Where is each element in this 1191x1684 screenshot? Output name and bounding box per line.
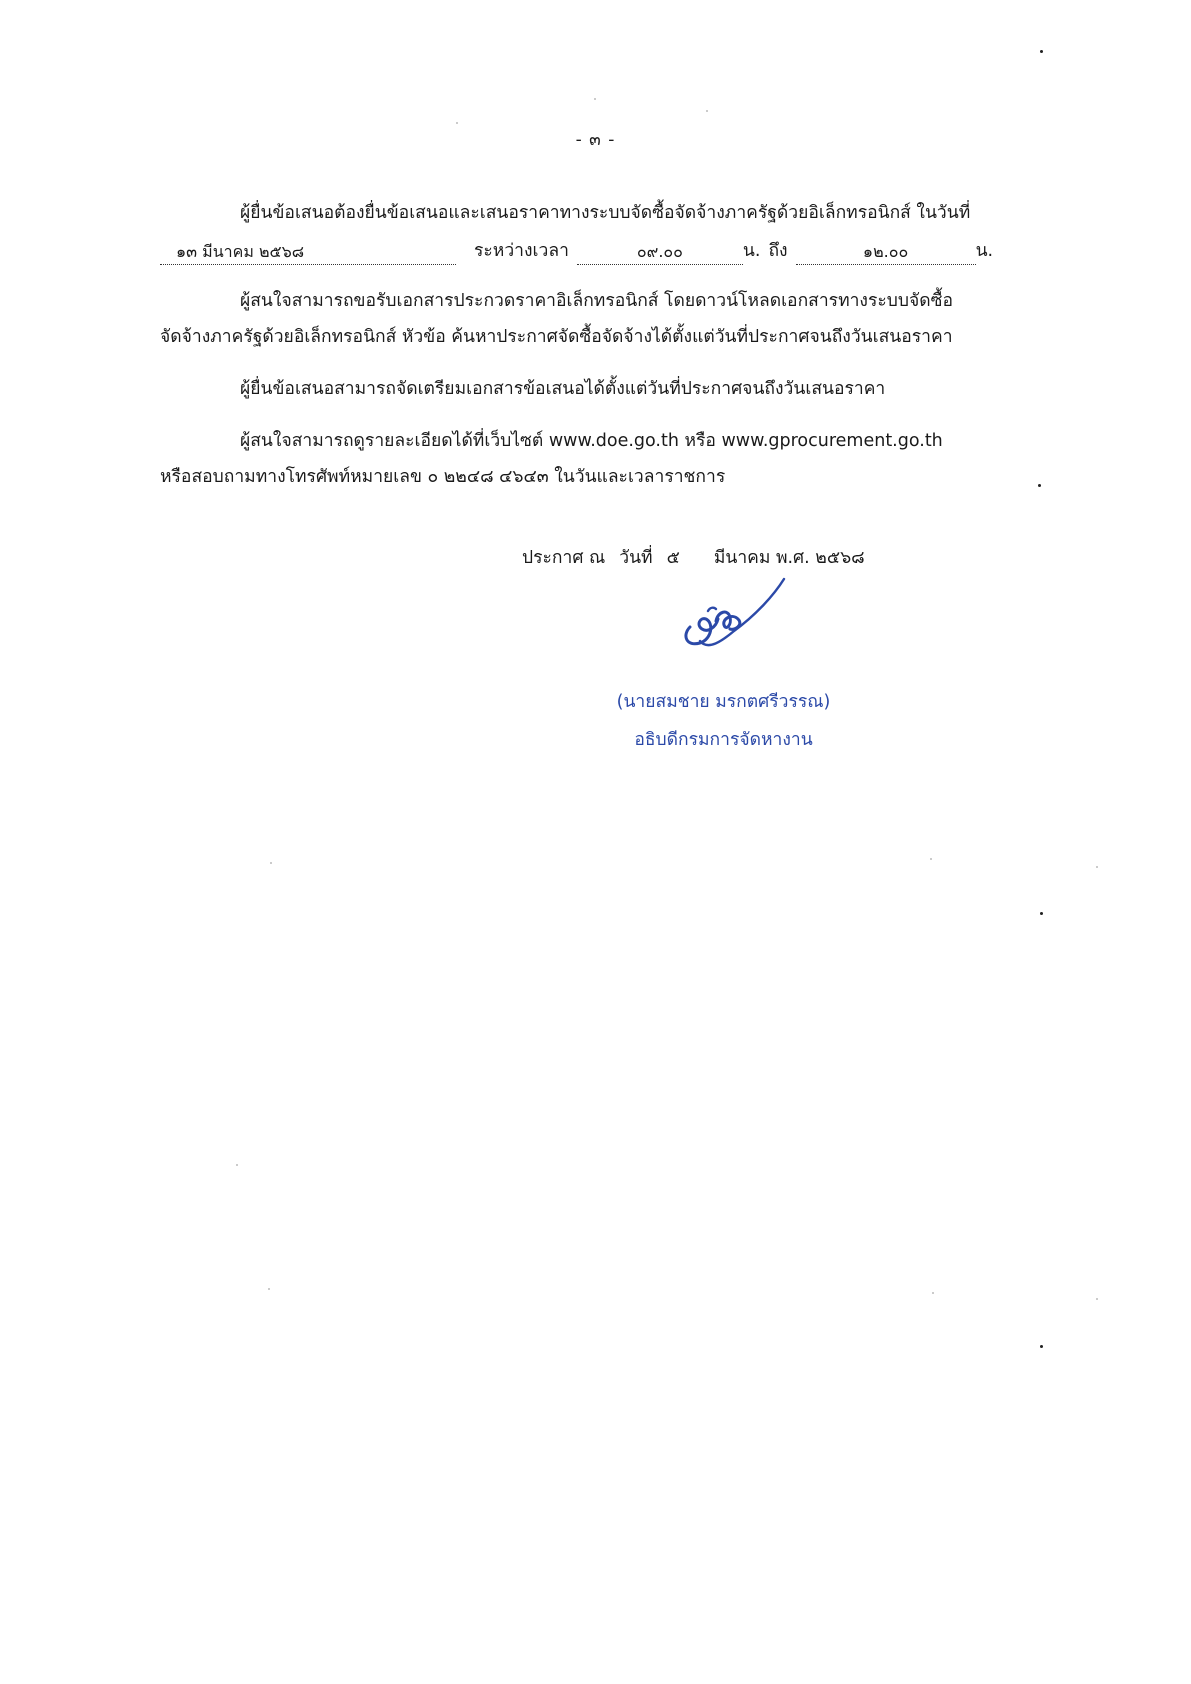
scan-speck [1040, 1345, 1043, 1348]
scan-speck [1038, 484, 1041, 487]
time-unit-1: น. [742, 241, 761, 261]
announcement-month-year: มีนาคม พ.ศ. ๒๕๖๘ [713, 548, 865, 568]
signature-image [672, 575, 812, 655]
signer-name: (นายสมชาย มรกตศรีวรรณ) [616, 692, 831, 712]
scan-speck [930, 858, 932, 860]
announcement-date [522, 545, 865, 571]
scan-speck [270, 862, 272, 864]
paragraph-3-line-1: ผู้ยื่นข้อเสนอสามารถจัดเตรียมเอกสารข้อเสนอได้ตั้งแต่วันที่ประกาศจนถึงวันเสนอราคา [240, 379, 886, 399]
scan-speck [1040, 50, 1043, 53]
announcement-day-label: วันที่ [619, 548, 653, 568]
paragraph-4-line-2: หรือสอบถามทางโทรศัพท์หมายเลข ๐ ๒๒๔๘ ๔๖๔๓ ในวันและเวลาราชการ [160, 467, 726, 487]
scan-speck [456, 122, 458, 124]
scan-speck [706, 110, 708, 112]
scan-speck [268, 1288, 270, 1290]
announcement-prefix: ประกาศ ณ [522, 548, 606, 568]
page-number: - ๓ - [575, 130, 616, 150]
paragraph-2-line-1: ผู้สนใจสามารถขอรับเอกสารประกวดราคาอิเล็กทรอนิกส์ โดยดาวน์โหลดเอกสารทางระบบจัดซื้อ [240, 291, 953, 311]
scan-speck [594, 98, 596, 100]
end-time-field [796, 238, 976, 265]
signer-title: อธิบดีกรมการจัดหางาน [634, 730, 813, 750]
scan-speck [932, 1292, 934, 1294]
submission-date-field [160, 238, 456, 265]
scan-speck [1096, 1298, 1098, 1300]
scan-speck [236, 1164, 238, 1166]
scan-speck [1096, 866, 1098, 868]
start-time-value: ๐๙.๐๐ [636, 242, 683, 261]
announcement-day: ๕ [666, 548, 680, 568]
start-time-field [577, 238, 743, 265]
end-time-value: ๑๒.๐๐ [862, 242, 909, 261]
between-time-label: ระหว่างเวลา [474, 241, 569, 261]
submission-schedule-line [160, 238, 1060, 265]
to-label: ถึง [768, 241, 788, 261]
scan-speck [1040, 912, 1043, 915]
submission-date-value: ๑๓ มีนาคม ๒๕๖๘ [176, 242, 305, 261]
paragraph-1-line-1: ผู้ยื่นข้อเสนอต้องยื่นข้อเสนอและเสนอราคาทางระบบจัดซื้อจัดจ้างภาครัฐด้วยอิเล็กทรอนิกส์ ในวันที่ [240, 203, 971, 223]
time-unit-2: น. [975, 241, 994, 261]
paragraph-4-line-1: ผู้สนใจสามารถดูรายละเอียดได้ที่เว็บไซต์ www.doe.go.th หรือ www.gprocurement.go.th [240, 431, 943, 451]
paragraph-2-line-2: จัดจ้างภาครัฐด้วยอิเล็กทรอนิกส์ หัวข้อ ค้นหาประกาศจัดซื้อจัดจ้างได้ตั้งแต่วันที่ประกาศจนถึงวันเสนอราคา [160, 327, 953, 347]
